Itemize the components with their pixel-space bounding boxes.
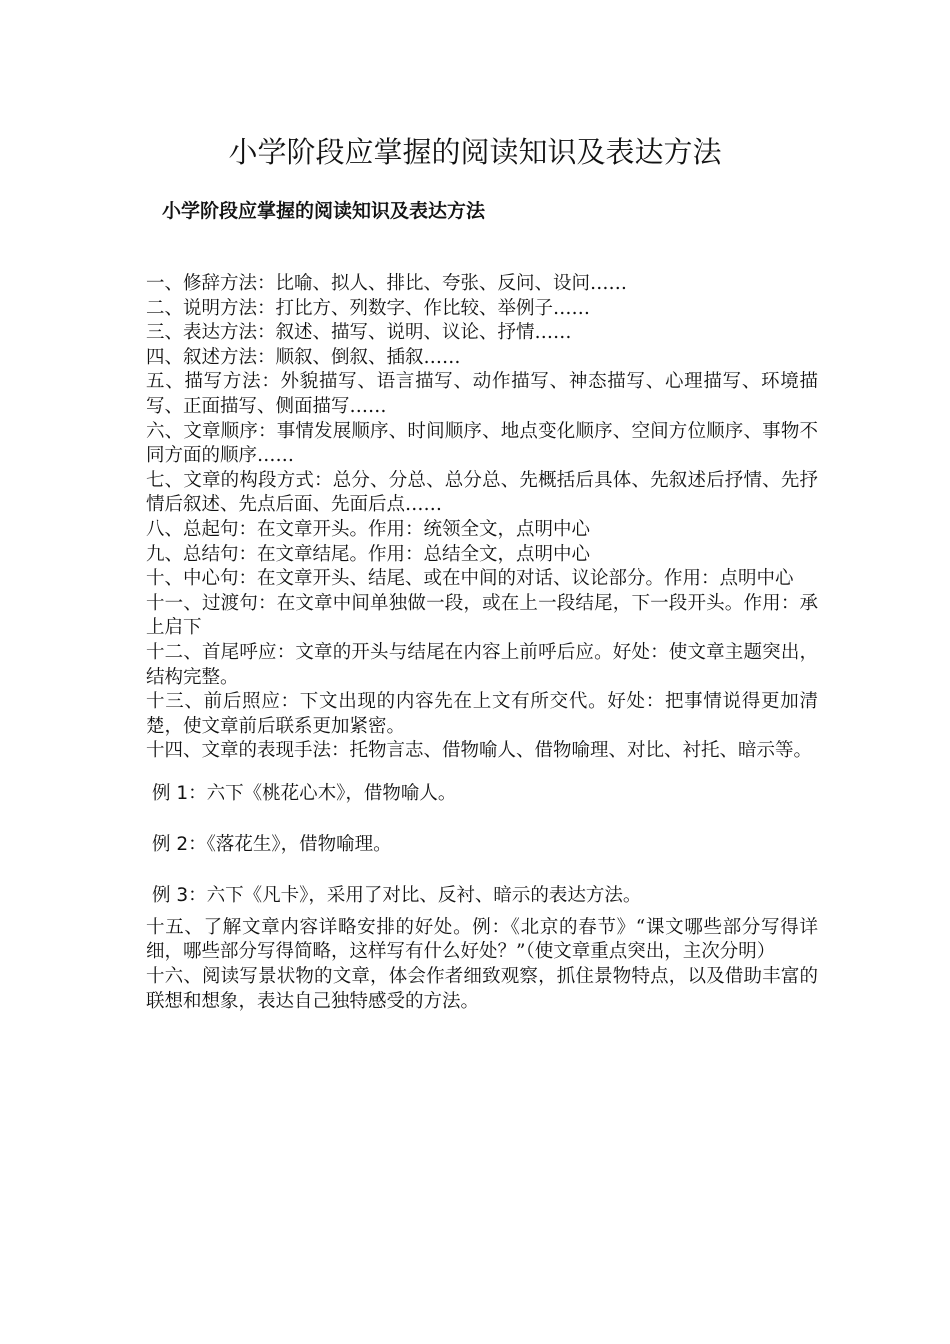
example-2: 例 2：《落花生》，借物喻理。 [152,833,392,855]
list-item-paragraph-structure: 七、文章的构段方式：总分、分总、总分总、先概括后具体、先叙述后抒情、先抒情后叙述、先点后面、先面后点…… [146,469,818,516]
example-3: 例 3：六下《凡卡》，采用了对比、反衬、暗示的表达方法。 [152,884,642,906]
example-1: 例 1：六下《桃花心木》，借物喻人。 [152,782,457,804]
list-item-closing-sentence: 九、总结句：在文章结尾。作用：总结全文，点明中心 [146,543,591,565]
list-item-transition-sentence: 十一、过渡句：在文章中间单独做一段，或在上一段结尾，下一段开头。作用：承上启下 [146,592,818,639]
list-item-opening-sentence: 八、总起句：在文章开头。作用：统领全文，点明中心 [146,518,591,540]
document-body [146,272,818,1014]
list-item-narration: 四、叙述方法：顺叙、倒叙、插叙…… [146,346,461,368]
list-item-central-sentence: 十、中心句：在文章开头、结尾、或在中间的对话、议论部分。作用：点明中心 [146,568,794,590]
list-item-echo: 十二、首尾呼应：文章的开头与结尾在内容上前呼后应。好处：使文章主题突出，结构完整。 [146,641,818,688]
list-item-scenery-reading: 十六、阅读写景状物的文章，体会作者细致观察，抓住景物特点，以及借助丰富的联想和想象，表达自己独特感受的方法。 [146,966,818,1012]
document-subtitle: 小学阶段应掌握的阅读知识及表达方法 [162,200,486,222]
list-item-rhetoric: 一、修辞方法：比喻、拟人、排比、夸张、反问、设问…… [146,273,628,294]
examples-block [152,782,818,908]
list-item-order: 六、文章顺序：事情发展顺序、时间顺序、地点变化顺序、空间方位顺序、事物不同方面的顺序…… [146,420,818,467]
document-title: 小学阶段应掌握的阅读知识及表达方法 [228,135,722,169]
list-item-expression: 三、表达方法：叙述、描写、说明、议论、抒情…… [146,322,572,344]
list-item-detail-arrangement: 十五、了解文章内容详略安排的好处。例：《北京的春节》“课文哪些部分写得详细，哪些部分写得简略，这样写有什么好处？”（使文章重点突出，主次分明） [146,916,818,963]
list-item-foreshadowing: 十三、前后照应：下文出现的内容先在上文有所交代。好处：把事情说得更加清楚，使文章前后联系更加紧密。 [146,691,818,737]
list-item-explanation: 二、说明方法：打比方、列数字、作比较、举例子…… [146,297,591,319]
list-item-description: 五、描写方法：外貌描写、语言描写、动作描写、神态描写、心理描写、环境描写、正面描写、侧面描写…… [146,371,818,417]
list-item-techniques: 十四、文章的表现手法：托物言志、借物喻人、借物喻理、对比、衬托、暗示等。 [146,740,813,762]
